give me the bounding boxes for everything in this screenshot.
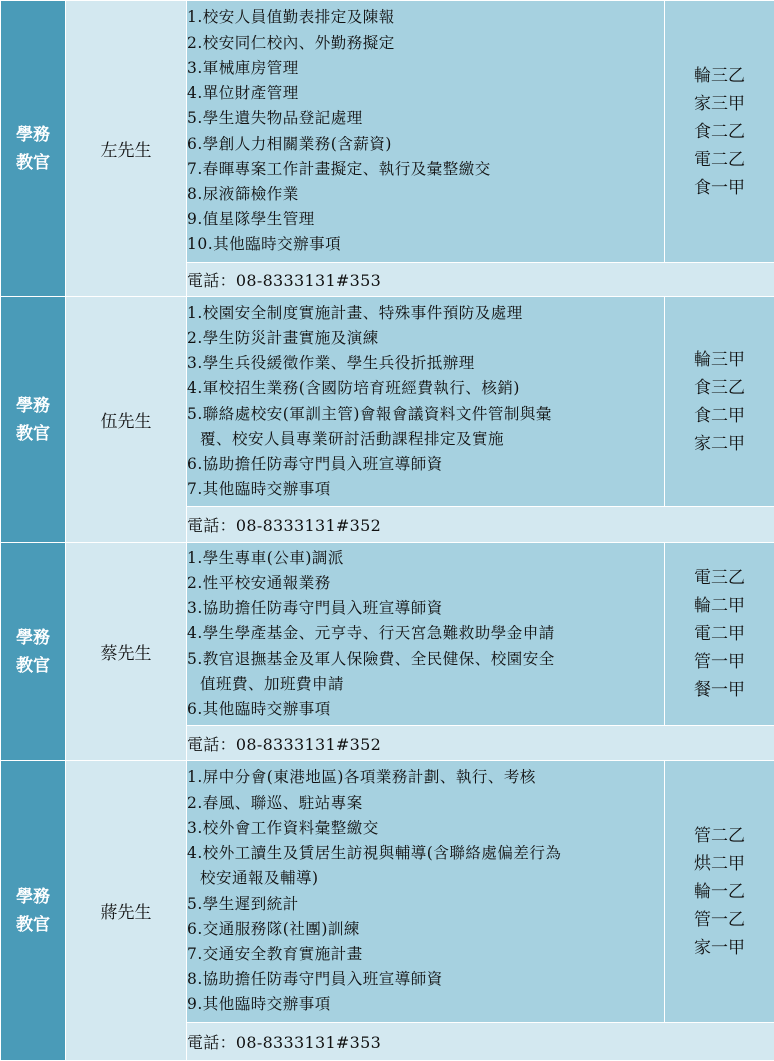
task-item: 6.其他臨時交辦事項 — [187, 700, 331, 718]
task-item: 8.協助擔任防毒守門員入班宣導師資 — [187, 970, 443, 989]
person-name: 伍先生 — [66, 297, 187, 543]
class-item: 輪三甲 — [694, 349, 745, 370]
task-item: 1.學生專車(公車)調派 — [187, 548, 344, 567]
role-label-line: 教官 — [16, 655, 50, 676]
role-label-line: 教官 — [16, 152, 50, 173]
class-item: 食二乙 — [694, 121, 745, 142]
task-item: 7.春暉專案工作計畫擬定、執行及彙整繳交 — [187, 159, 491, 178]
person-name: 蔡先生 — [66, 543, 187, 761]
task-item-continuation: 校安通報及輔導) — [200, 869, 319, 888]
class-item: 輪二甲 — [694, 596, 745, 616]
task-list-cell — [187, 761, 665, 1023]
task-item: 5.學生遲到統計 — [187, 894, 299, 913]
class-item: 烘二甲 — [694, 853, 745, 874]
person-name: 蔣先生 — [66, 761, 187, 1061]
task-item: 2.性平校安通報業務 — [187, 573, 331, 592]
person-name: 左先生 — [66, 1, 187, 297]
class-list-cell — [665, 761, 774, 1023]
role-label-line: 教官 — [16, 423, 50, 444]
task-item: 7.交通安全教育實施計畫 — [187, 944, 363, 963]
task-item: 6.交通服務隊(社團)訓練 — [187, 919, 360, 938]
task-list — [187, 5, 664, 257]
task-list-cell — [187, 543, 665, 726]
section-row — [1, 297, 774, 507]
task-list-cell — [187, 1, 665, 263]
task-item-continuation: 值班費、加班費申請 — [200, 674, 345, 693]
role-cell — [1, 1, 66, 297]
task-item: 5.教官退撫基金及軍人保險費、全民健保、校園安全 — [187, 649, 555, 668]
task-item: 10.其他臨時交辦事項 — [187, 235, 342, 254]
class-item: 食二甲 — [694, 405, 745, 426]
role-cell — [1, 761, 66, 1061]
class-item: 管一甲 — [694, 652, 745, 672]
task-item: 4.學生學產基金、元亨寺、行天宮急難救助學金申請 — [187, 624, 555, 643]
section-row — [1, 761, 774, 1023]
class-item: 電三乙 — [694, 568, 745, 588]
task-item: 2.校安同仁校內、外勤務擬定 — [187, 33, 395, 52]
task-item: 1.屏中分會(東港地區)各項業務計劃、執行、考核 — [187, 768, 536, 787]
task-list — [187, 301, 664, 503]
task-item: 1.校園安全制度實施計畫、特殊事件預防及處理 — [187, 303, 523, 322]
class-item: 食三乙 — [694, 377, 745, 398]
class-item: 管二乙 — [694, 825, 745, 846]
class-item: 管一乙 — [694, 909, 745, 930]
task-item: 3.軍械庫房管理 — [187, 58, 299, 77]
class-item: 餐一甲 — [694, 680, 745, 700]
class-list-cell — [665, 297, 774, 507]
class-item: 家三甲 — [694, 93, 745, 114]
task-item: 3.校外會工作資料彙整繳交 — [187, 818, 379, 837]
task-item: 4.軍校招生業務(含國防培育班經費執行、核銷) — [187, 379, 520, 398]
task-item: 6.學創人力相關業務(含薪資) — [187, 134, 392, 153]
class-item: 輪一乙 — [694, 881, 745, 902]
task-item: 9.值星隊學生管理 — [187, 210, 315, 229]
class-item: 家一甲 — [694, 937, 745, 958]
class-list-cell — [665, 543, 774, 726]
role-label-line: 教官 — [16, 914, 50, 935]
phone-number: 電話：08-8333131#353 — [187, 1023, 774, 1061]
task-item: 4.校外工讀生及賃居生訪視與輔導(含聯絡處偏差行為 — [187, 844, 562, 863]
task-item: 8.尿液篩檢作業 — [187, 184, 299, 203]
task-list — [187, 765, 664, 1017]
role-label-line: 學務 — [16, 395, 50, 416]
task-list — [187, 546, 664, 722]
class-item: 食一甲 — [694, 177, 745, 198]
task-item: 5.學生遺失物品登記處理 — [187, 109, 363, 128]
role-cell — [1, 543, 66, 761]
section-row — [1, 1, 774, 263]
role-cell — [1, 297, 66, 543]
class-item: 家二甲 — [694, 433, 745, 454]
role-label-line: 學務 — [16, 627, 50, 648]
phone-number: 電話：08-8333131#352 — [187, 507, 774, 543]
task-item: 1.校安人員值勤表排定及陳報 — [187, 8, 395, 27]
task-item: 5.聯絡處校安(軍訓主管)會報會議資料文件管制與彙 — [187, 404, 552, 423]
task-item: 7.其他臨時交辦事項 — [187, 480, 331, 499]
phone-number: 電話：08-8333131#352 — [187, 726, 774, 761]
phone-number: 電話：08-8333131#353 — [187, 263, 774, 297]
task-list-cell — [187, 297, 665, 507]
role-label-line: 學務 — [16, 886, 50, 907]
section-row — [1, 543, 774, 726]
class-item: 輪三乙 — [694, 65, 745, 86]
class-item: 電二甲 — [694, 624, 745, 644]
task-item: 2.學生防災計畫實施及演練 — [187, 328, 379, 347]
task-item: 3.協助擔任防毒守門員入班宣導師資 — [187, 599, 443, 618]
task-item: 6.協助擔任防毒守門員入班宣導師資 — [187, 454, 443, 473]
class-list-cell — [665, 1, 774, 263]
task-item-continuation: 覆、校安人員專業研討活動課程排定及實施 — [200, 429, 505, 448]
class-item: 電二乙 — [694, 149, 745, 170]
task-item: 3.學生兵役緩徵作業、學生兵役折抵辦理 — [187, 354, 475, 373]
role-label-line: 學務 — [16, 124, 50, 145]
task-item: 4.單位財產管理 — [187, 84, 299, 103]
task-item: 2.春風、聯巡、駐站專案 — [187, 793, 363, 812]
task-item: 9.其他臨時交辦事項 — [187, 995, 331, 1014]
